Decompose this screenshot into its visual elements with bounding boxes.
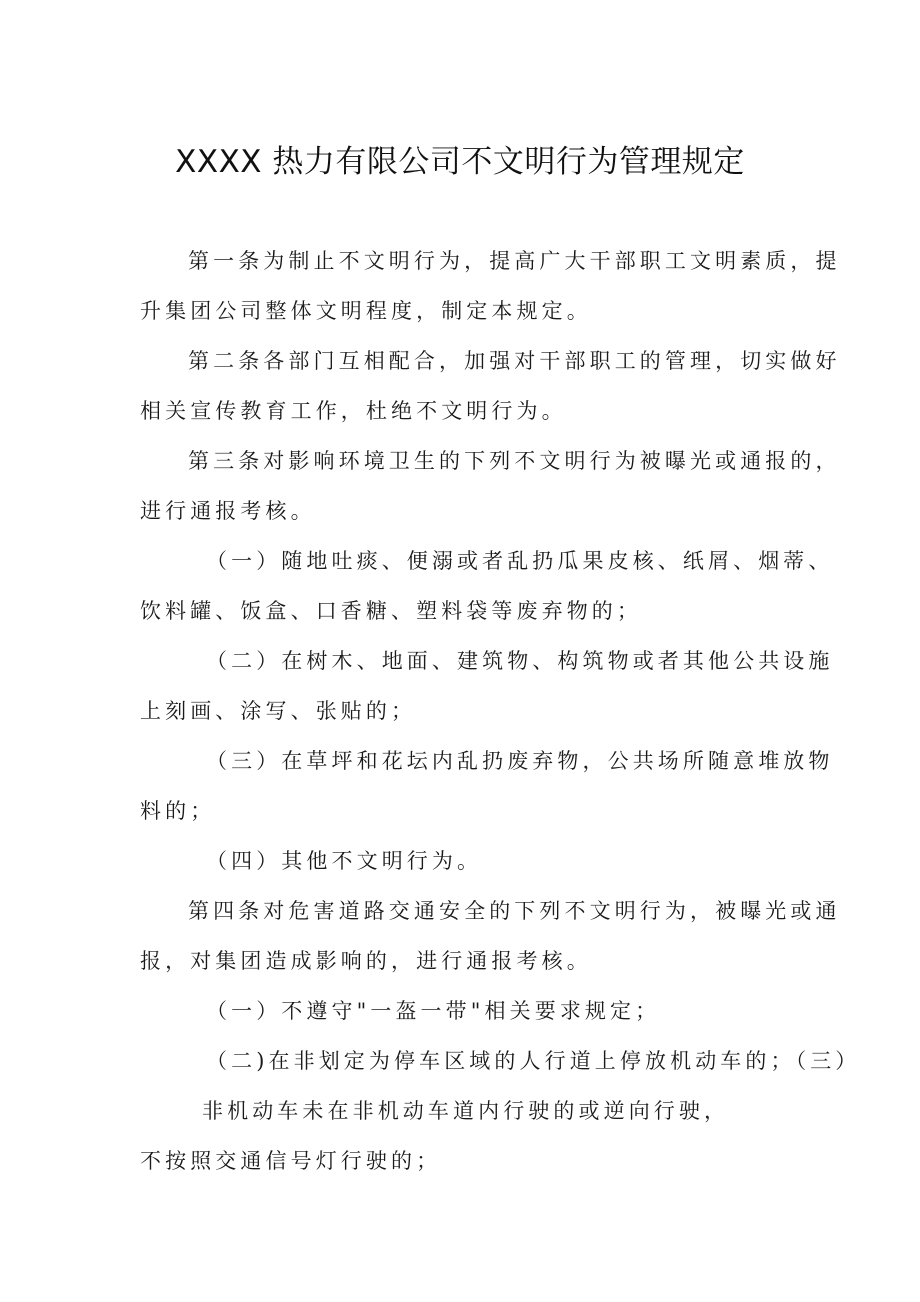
article-1-line-2: 升集团公司整体文明程度，制定本规定。 xyxy=(140,299,592,323)
article-2-line-1: 第二条各部门互相配合，加强对干部职工的管理，切实做好 xyxy=(188,349,841,373)
article-3-item-2-line-2: 上刻画、涂写、张贴的； xyxy=(140,699,417,723)
article-3-item-1-line-2: 饮料罐、饭盒、口香糖、塑料袋等废弃物的； xyxy=(140,599,642,623)
article-4-line-2: 报，对集团造成影响的，进行通报考核。 xyxy=(140,949,592,973)
article-4-item-1: （一）不遵守"一盔一带"相关要求规定； xyxy=(206,999,661,1023)
article-3-item-2-line-1: （二）在树木、地面、建筑物、构筑物或者其他公共设施 xyxy=(206,649,834,673)
document-title: XXXX 热力有限公司不文明行为管理规定 xyxy=(175,144,745,180)
article-3-line-2: 进行通报考核。 xyxy=(140,499,316,523)
article-4-line-1: 第四条对危害道路交通安全的下列不文明行为，被曝光或通 xyxy=(188,899,841,923)
article-3-item-4: （四）其他不文明行为。 xyxy=(206,849,483,873)
article-4-item-3-line-2: 不按照交通信号灯行驶的； xyxy=(140,1149,442,1173)
article-4-item-3-line-1: 非机动车未在非机动车道内行驶的或逆向行驶， xyxy=(202,1099,730,1123)
article-4-item-2: （二)在非划定为停车区域的人行道上停放机动车的；（三） xyxy=(206,1049,861,1073)
article-3-item-1-line-1: （一）随地吐痰、便溺或者乱扔瓜果皮核、纸屑、烟蒂、 xyxy=(206,549,834,573)
article-2-line-2: 相关宣传教育工作，杜绝不文明行为。 xyxy=(140,399,567,423)
article-3-item-3-line-1: （三）在草坪和花坛内乱扔废弃物，公共场所随意堆放物 xyxy=(206,749,834,773)
article-1-line-1: 第一条为制止不文明行为，提高广大干部职工文明素质，提 xyxy=(188,249,841,273)
article-3-item-3-line-2: 料的； xyxy=(140,799,216,823)
article-3-line-1: 第三条对影响环境卫生的下列不文明行为被曝光或通报的， xyxy=(188,449,841,473)
